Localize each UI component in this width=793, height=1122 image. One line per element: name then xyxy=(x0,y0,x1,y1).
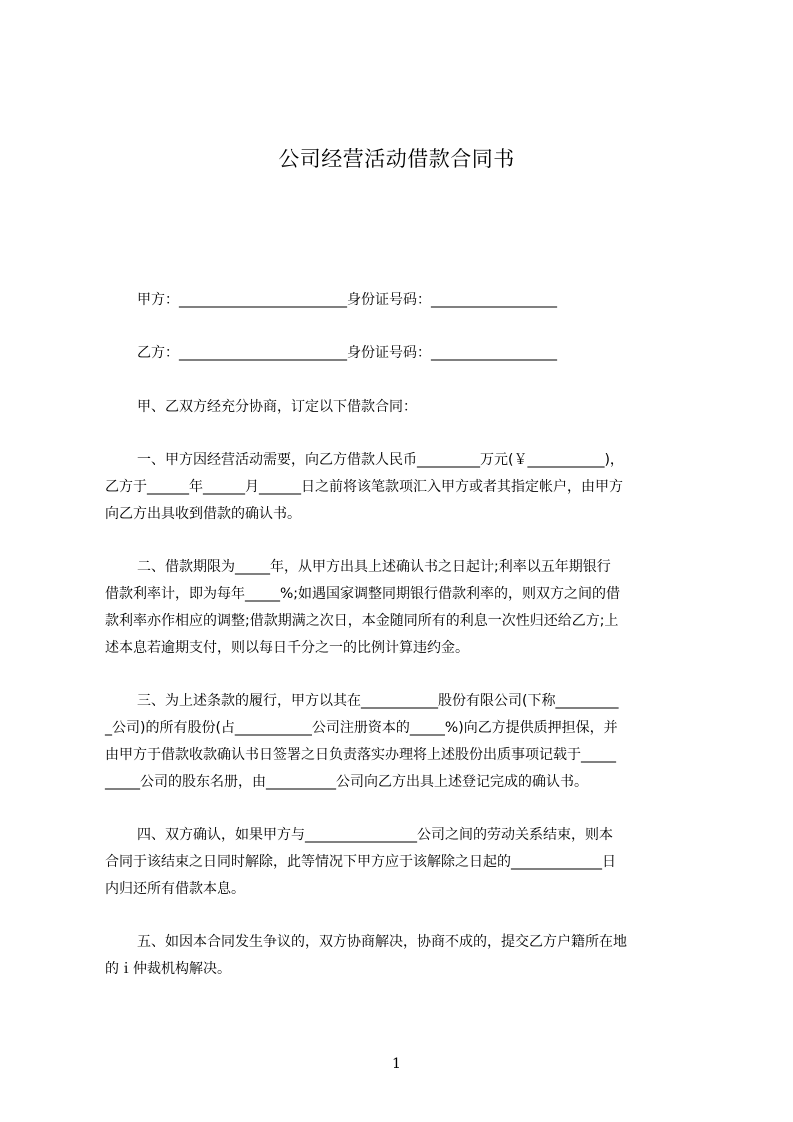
clause-5-line-1: 五、如因本合同发生争议的，双方协商解决，协商不成的，提交乙方户籍所在地 xyxy=(137,934,627,950)
clause-4-line-3: 内归还所有借款本息。 xyxy=(105,881,245,897)
clause-3-line-2: _公司)的所有股份(占___________公司注册资本的_____%)向乙方提供质押担保，并 xyxy=(105,720,618,736)
page-title: 公司经营活动借款合同书 xyxy=(278,147,515,171)
clause-1-line-1: 一、甲方因经营活动需要，向乙方借款人民币_________万元(￥___________)， xyxy=(137,452,624,468)
clause-2-line-4: 述本息若逾期支付，则以每日千分之一的比例计算违约金。 xyxy=(105,640,469,656)
clause-4-line-2: 合同于该结束之日同时解除，此等情况下甲方应于该解除之日起的_____________日 xyxy=(105,854,616,870)
clause-5-line-2: 的ｉ仲裁机构解决。 xyxy=(105,961,231,977)
page-number: 1 xyxy=(392,1056,401,1072)
clause-3-line-4: _____公司的股东名册，由__________公司向乙方出具上述登记完成的确认书。 xyxy=(105,774,588,790)
clause-1-line-2: 乙方于______年______月______日之前将该笔款项汇入甲方或者其指定帐户，由甲方 xyxy=(105,479,623,495)
party-b-line: 乙方：________________________身份证号码：__________________ xyxy=(137,345,557,361)
party-a-line: 甲方：________________________身份证号码：__________________ xyxy=(137,292,557,308)
intro-paragraph: 甲、乙双方经充分协商，订定以下借款合同： xyxy=(137,399,417,415)
clause-3-line-3: 由甲方于借款收款确认书日签署之日负责落实办理将上述股份出质事项记载于_____ xyxy=(105,747,616,763)
clause-2-line-2: 借款利率计，即为每年_____%;如遇国家调整同期银行借款利率的，则双方之间的借 xyxy=(105,586,621,602)
clause-1-line-3: 向乙方出具收到借款的确认书。 xyxy=(105,506,301,522)
clause-3-line-1: 三、为上述条款的履行，甲方以其在___________股份有限公司(下称_________ xyxy=(137,693,619,709)
clause-4-line-1: 四、双方确认，如果甲方与________________公司之间的劳动关系结束，则本 xyxy=(137,827,613,843)
clause-2-line-3: 款利率亦作相应的调整;借款期满之次日，本金随同所有的利息一次性归还给乙方;上 xyxy=(105,613,619,629)
clause-2-line-1: 二、借款期限为_____年，从甲方出具上述确认书之日起计;利率以五年期银行 xyxy=(137,559,611,575)
